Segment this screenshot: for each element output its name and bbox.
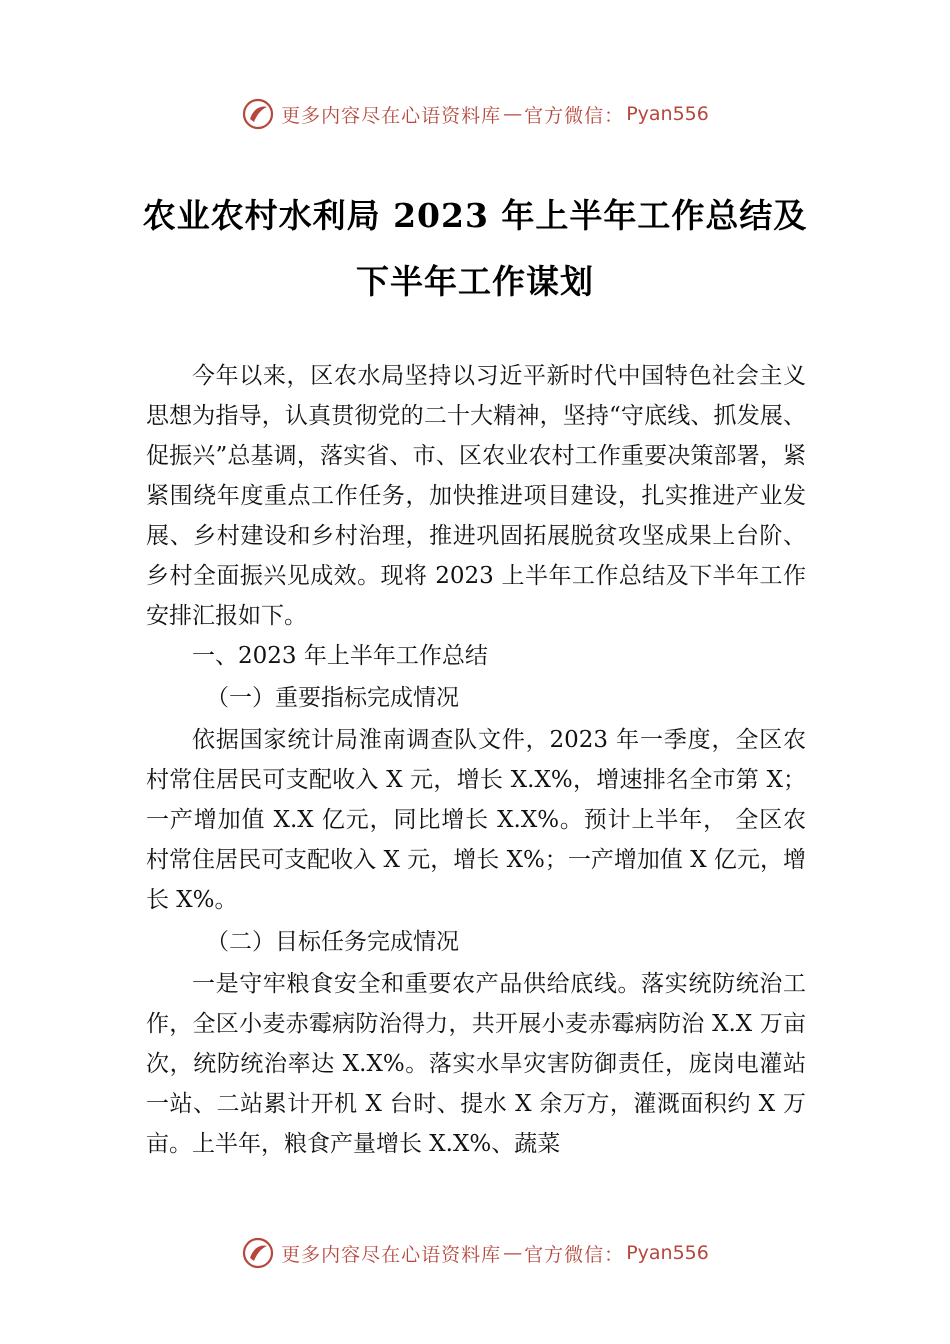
watermark-header: [0, 94, 950, 134]
subsection-heading-2: （二）目标任务完成情况: [206, 929, 459, 955]
document-title-line1: 农业农村水利局 2023 年上半年工作总结及: [142, 196, 808, 235]
watermark-dash: —: [503, 103, 523, 125]
logo-icon: [241, 1236, 275, 1270]
watermark-label: 官方微信：: [524, 104, 625, 127]
watermark-text: 更多内容尽在心语资料库: [281, 104, 502, 127]
watermark-id: Pyan556: [626, 1242, 709, 1264]
subsection-heading-1: （一）重要指标完成情况: [206, 685, 459, 711]
watermark-label: 官方微信：: [524, 1243, 625, 1266]
watermark-text: 更多内容尽在心语资料库: [281, 1243, 502, 1266]
document-body: [146, 356, 806, 1164]
task-paragraph-1: 一是守牢粮食安全和重要农产品供给底线。落实统防统治工作，全区小麦赤霉病防治得力，共开展小麦赤霉病防治 X.X 万亩次，统防统治率达 X.X%。落实水旱灾害防御责任，庞岗电灌站一站、二站累计开机 X 台时、提水 X 余万方，灌溉面积约 X 万亩。上半年，粮食产量增长 X.X%、蔬菜: [146, 971, 806, 1157]
section-heading-1: 一、2023 年上半年工作总结: [192, 643, 488, 669]
indicators-paragraph: 依据国家统计局淮南调查队文件，2023 年一季度，全区农村常住居民可支配收入 X 元，增长 X.X%，增速排名全市第 X；一产增加值 X.X 亿元，同比增长 X.X%。预计上半年， 全区农村常住居民可支配收入 X 元，增长 X%；一产增加值 X 亿元，增长 X%。: [146, 727, 806, 913]
watermark-footer: [0, 1233, 950, 1273]
watermark-dash: —: [503, 1242, 523, 1264]
document-title-line2: 下半年工作谋划: [356, 262, 594, 301]
intro-paragraph: 今年以来，区农水局坚持以习近平新时代中国特色社会主义思想为指导，认真贯彻党的二十大精神，坚持“守底线、抓发展、促振兴”总基调，落实省、市、区农业农村工作重要决策部署，紧紧围绕年度重点工作任务，加快推进项目建设，扎实推进产业发展、乡村建设和乡村治理，推进巩固拓展脱贫攻坚成果上台阶、乡村全面振兴见成效。现将 2023 上半年工作总结及下半年工作安排汇报如下。: [146, 363, 806, 629]
watermark-id: Pyan556: [626, 103, 709, 125]
logo-icon: [241, 97, 275, 131]
